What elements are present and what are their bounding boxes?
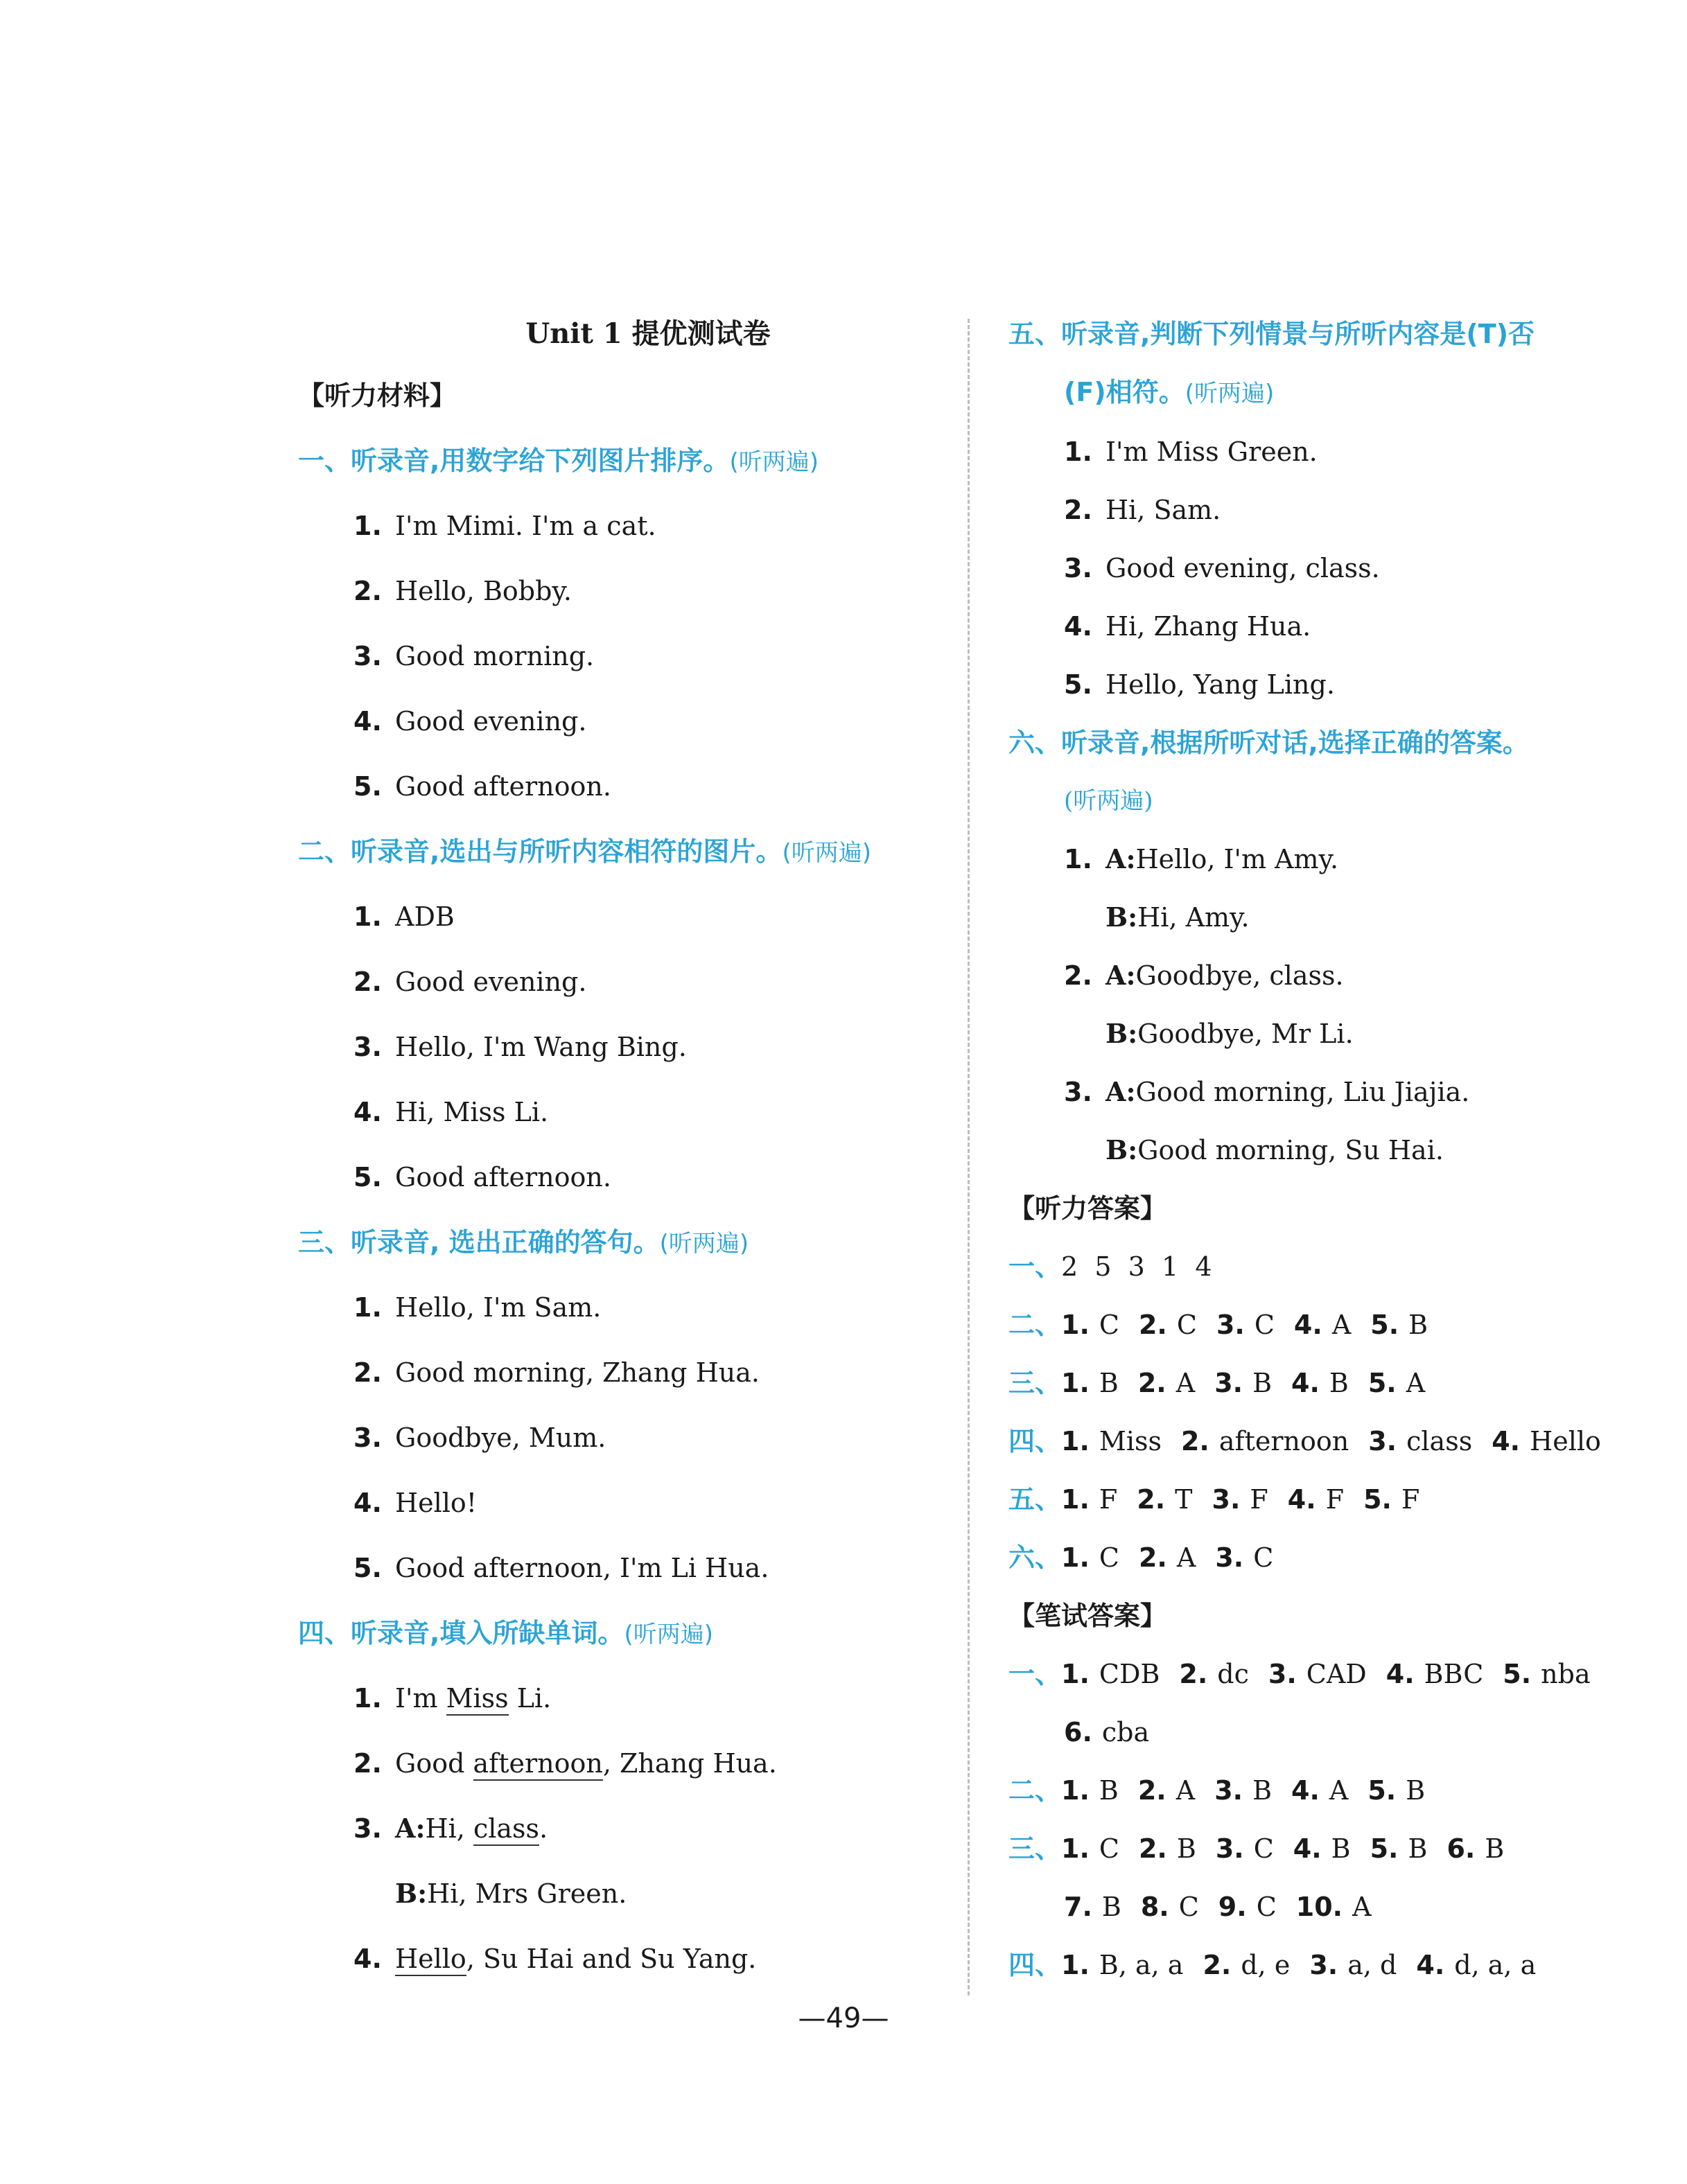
page-title: Unit 1 提优测试卷 <box>525 317 771 350</box>
list-item: 3. A:Hi, class. <box>298 1796 963 1861</box>
dialog-line: 3. A:Good morning, Liu Jiajia. <box>1064 1076 1470 1107</box>
answer-row: 五、1. F 2. T 3. F 4. F 5. F <box>1008 1484 1420 1515</box>
listening-answers-label: 【听力答案】 <box>1008 1193 1167 1224</box>
list-item: 2. Good afternoon, Zhang Hua. <box>298 1731 963 1796</box>
right-column <box>1008 305 1660 1994</box>
list-item: 1. ADB <box>353 901 455 932</box>
list-item: 1. I'm Mimi. I'm a cat. <box>353 511 656 541</box>
list-item: 1. I'm Miss Green. <box>1064 437 1318 467</box>
listening-material-label: 【听力材料】 <box>298 380 457 411</box>
section-6-heading: 六、听录音,根据所听对话,选择正确的答案。 <box>1008 728 1529 758</box>
written-answers-label: 【笔试答案】 <box>1008 1601 1167 1631</box>
answer-row: 四、1. B, a, a 2. d, e 3. a, d 4. d, a, a <box>1008 1950 1537 1980</box>
dialog-line: 1. A:Hello, I'm Amy. <box>1064 843 1339 874</box>
list-item: 5. Good afternoon, I'm Li Hua. <box>353 1553 769 1583</box>
list-item: 4. Good evening. <box>353 706 587 737</box>
left-column <box>298 305 963 1991</box>
answer-row: 三、1. C 2. B 3. C 4. B 5. B 6. B <box>1008 1833 1505 1864</box>
column-divider <box>968 319 970 1996</box>
answer-row: 一、1. CDB 2. dc 3. CAD 4. BBC 5. nba <box>1008 1659 1591 1689</box>
answer-row: 四、1. Miss 2. afternoon 3. class 4. Hello <box>1008 1426 1601 1456</box>
section-3-heading: 三、听录音, 选出正确的答句。(听两遍) <box>298 1227 749 1258</box>
dialog-line: 2. A:Goodbye, class. <box>1064 960 1344 991</box>
list-item: 5. Good afternoon. <box>353 771 611 802</box>
section-5-heading: 五、听录音,判断下列情景与所听内容是(T)否 (F)相符。(听两遍) <box>1008 319 1535 407</box>
section-1-heading: 一、听录音,用数字给下列图片排序。(听两遍) <box>298 446 819 476</box>
list-item: 3. Good evening, class. <box>1064 553 1380 583</box>
list-item: 5. Hello, Yang Ling. <box>1064 669 1335 700</box>
answer-row: 二、1. B 2. A 3. B 4. A 5. B <box>1008 1775 1426 1806</box>
page-number: —49— <box>798 2002 889 2034</box>
list-item: 1. I'm Miss Li. <box>298 1666 963 1731</box>
dialog-line: B:Hi, Amy. <box>1105 901 1250 933</box>
list-item: 4. Hi, Zhang Hua. <box>1064 611 1311 642</box>
section-6-note: (听两遍) <box>1064 787 1153 815</box>
list-item: 2. Good evening. <box>353 967 587 997</box>
answer-row: 一、2 5 3 1 4 <box>1008 1251 1212 1282</box>
list-item: 5. Good afternoon. <box>353 1162 611 1192</box>
answer-row: 7. B 8. C 9. C 10. A <box>1064 1892 1372 1922</box>
list-item: 4. Hi, Miss Li. <box>353 1097 549 1127</box>
list-item: 4. Hello, Su Hai and Su Yang. <box>298 1926 963 1991</box>
dialog-line: B:Good morning, Su Hai. <box>1105 1134 1444 1165</box>
answer-row: 六、1. C 2. A 3. C <box>1008 1542 1274 1573</box>
answer-row: 三、1. B 2. A 3. B 4. B 5. A <box>1008 1368 1426 1398</box>
dialog-line: B:Goodbye, Mr Li. <box>1105 1018 1354 1049</box>
list-item: 2. Hello, Bobby. <box>353 576 572 606</box>
list-item: 3. Good morning. <box>353 641 595 671</box>
list-item: 3. Hello, I'm Wang Bing. <box>353 1032 687 1062</box>
list-item: 1. Hello, I'm Sam. <box>353 1292 602 1323</box>
section-2-heading: 二、听录音,选出与所听内容相符的图片。(听两遍) <box>298 836 871 867</box>
list-item: 4. Hello! <box>353 1488 478 1518</box>
list-item: 2. Good morning, Zhang Hua. <box>353 1357 760 1388</box>
section-4-heading: 四、听录音,填入所缺单词。(听两遍) <box>298 1618 713 1648</box>
list-item: 2. Hi, Sam. <box>1064 495 1221 525</box>
list-item: B:Hi, Mrs Green. <box>395 1878 627 1909</box>
answer-row: 二、1. C 2. C 3. C 4. A 5. B <box>1008 1310 1428 1340</box>
answer-row: 6. cba <box>1064 1717 1150 1747</box>
list-item: 3. Goodbye, Mum. <box>353 1423 606 1453</box>
